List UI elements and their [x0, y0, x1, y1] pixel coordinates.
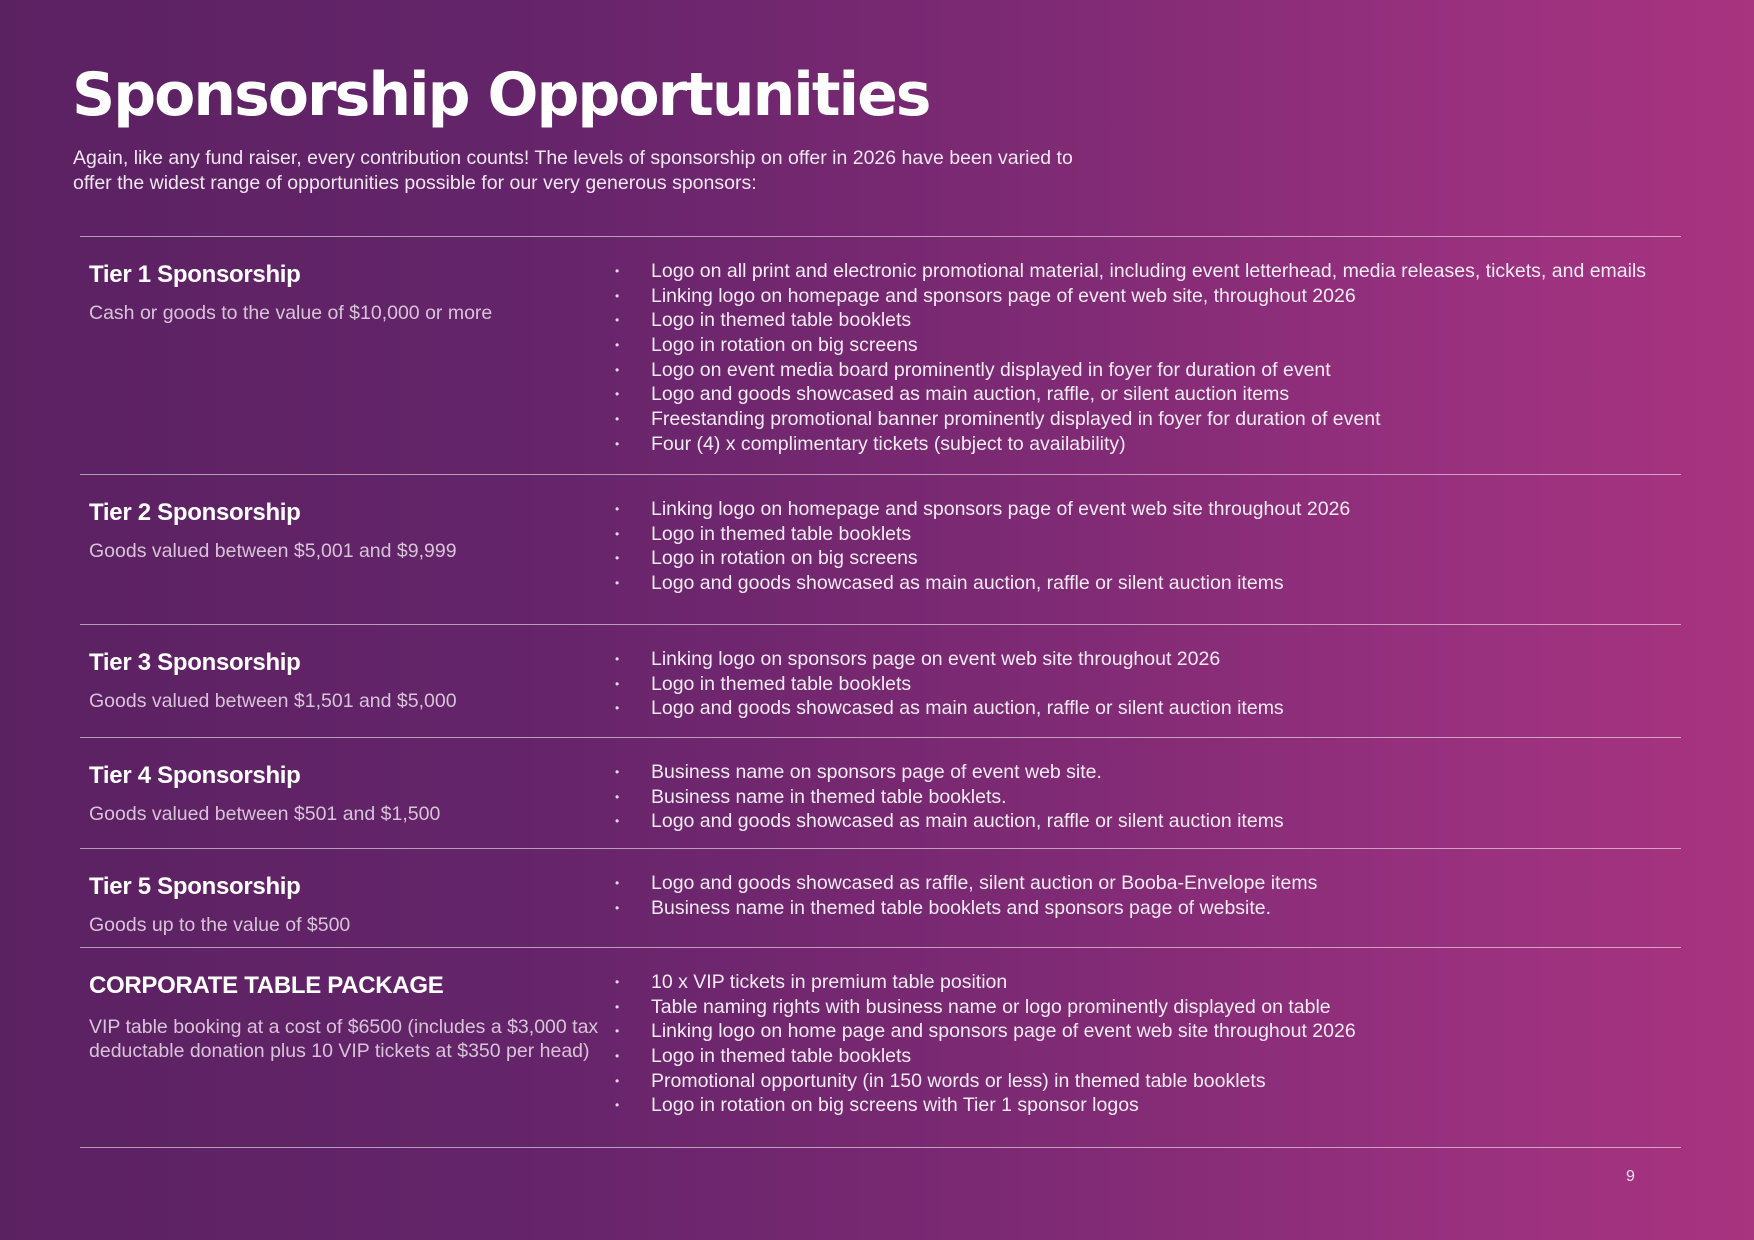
benefit-text: Logo in rotation on big screens — [651, 547, 918, 570]
tier-description: Goods valued between $501 and $1,500 — [89, 803, 441, 825]
bullet-icon: • — [615, 288, 620, 303]
tier-description: VIP table booking at a cost of $6500 (includes a $3,000 tax deductable donation plus 10 VIP tickets at $350 per head) — [89, 1016, 599, 1062]
benefit-text: Logo and goods showcased as main auction, raffle or silent auction items — [651, 572, 1284, 595]
bullet-icon: • — [615, 576, 620, 591]
bullet-icon: • — [615, 313, 620, 328]
benefit-item — [615, 571, 1350, 596]
bullet-icon: • — [615, 362, 620, 377]
benefit-item — [615, 696, 1284, 721]
benefit-text: Logo and goods showcased as raffle, silent auction or Booba-Envelope items — [651, 872, 1318, 894]
tier-row — [80, 236, 1681, 475]
benefit-item — [615, 382, 1646, 407]
benefit-item — [615, 333, 1646, 358]
tier-row — [80, 947, 1681, 1148]
benefit-text: Logo in rotation on big screens — [651, 334, 918, 357]
tier-benefits-list — [615, 497, 1350, 596]
benefit-item — [615, 259, 1646, 284]
tier-row — [80, 848, 1681, 948]
benefit-text: Logo in themed table booklets — [651, 672, 912, 695]
benefit-item — [615, 1093, 1356, 1118]
benefit-text: Table naming rights with business name or logo prominently displayed on table — [651, 995, 1331, 1018]
bullet-icon: • — [615, 502, 620, 516]
tier-name: Tier 3 Sponsorship — [89, 649, 301, 676]
intro-paragraph: Again, like any fund raiser, every contribution counts! The levels of sponsorship on offer in 2026 have been varied to offer the widest range of opportunities possible for our very generous sponsors: — [73, 147, 1073, 194]
bullet-icon: • — [615, 551, 620, 566]
benefit-text: Logo on event media board prominently displayed in foyer for duration of event — [651, 358, 1331, 381]
bullet-icon: • — [615, 676, 620, 691]
benefit-item — [615, 871, 1317, 896]
benefit-text: Logo and goods showcased as main auction, raffle, or silent auction items — [651, 383, 1290, 406]
benefit-item — [615, 995, 1356, 1020]
benefit-text: Business name on sponsors page of event web site. — [651, 761, 1102, 783]
tier-benefits-list — [615, 259, 1646, 457]
bullet-icon: • — [615, 387, 620, 402]
tier-row — [80, 474, 1681, 625]
benefit-item — [615, 785, 1284, 810]
benefit-text: Linking logo on sponsors page on event web site throughout 2026 — [651, 648, 1221, 670]
tier-name: Tier 1 Sponsorship — [89, 261, 301, 288]
tier-benefits-list — [615, 647, 1284, 721]
bullet-icon: • — [615, 338, 620, 353]
benefit-text: Logo in themed table booklets — [651, 1045, 912, 1068]
bullet-icon: • — [615, 789, 620, 804]
bullet-icon: • — [615, 652, 620, 666]
bullet-icon: • — [615, 814, 620, 829]
tier-benefits-list — [615, 970, 1356, 1118]
benefit-text: Freestanding promotional banner prominently displayed in foyer for duration of event — [651, 408, 1381, 431]
page-number: 9 — [1626, 1168, 1635, 1185]
benefit-item — [615, 497, 1350, 522]
benefit-item — [615, 284, 1646, 309]
tier-row — [80, 737, 1681, 849]
bullet-icon: • — [615, 1073, 620, 1088]
bullet-icon: • — [615, 701, 620, 716]
bullet-icon: • — [615, 900, 620, 915]
tier-row — [80, 624, 1681, 738]
benefit-item — [615, 1044, 1356, 1069]
bullet-icon: • — [615, 412, 620, 427]
tier-name: Tier 5 Sponsorship — [89, 873, 301, 900]
tier-name: Tier 2 Sponsorship — [89, 499, 301, 526]
benefit-text: Linking logo on homepage and sponsors page of event web site throughout 2026 — [651, 498, 1351, 520]
benefit-text: Four (4) x complimentary tickets (subject to availability) — [651, 432, 1126, 455]
tier-benefits-list — [615, 871, 1317, 920]
bullet-icon: • — [615, 1098, 620, 1113]
benefit-item — [615, 407, 1646, 432]
tier-name: Tier 4 Sponsorship — [89, 762, 301, 789]
tier-name: CORPORATE TABLE PACKAGE — [89, 972, 444, 999]
benefit-text: 10 x VIP tickets in premium table position — [651, 971, 1008, 993]
benefit-item — [615, 432, 1646, 457]
benefit-item — [615, 896, 1317, 921]
benefit-item — [615, 672, 1284, 697]
tier-description: Goods valued between $5,001 and $9,999 — [89, 540, 457, 562]
benefit-item — [615, 358, 1646, 383]
tier-description: Goods valued between $1,501 and $5,000 — [89, 690, 457, 712]
benefit-text: Logo and goods showcased as main auction, raffle or silent auction items — [651, 810, 1284, 833]
benefit-item — [615, 970, 1356, 995]
benefit-item — [615, 809, 1284, 834]
bullet-icon: • — [615, 999, 620, 1014]
bullet-icon: • — [615, 876, 620, 890]
bullet-icon: • — [615, 264, 620, 278]
benefit-item — [615, 522, 1350, 547]
benefit-item — [615, 308, 1646, 333]
benefit-item — [615, 1019, 1356, 1044]
benefit-item — [615, 760, 1284, 785]
benefit-item — [615, 647, 1284, 672]
benefit-text: Logo in rotation on big screens with Tier 1 sponsor logos — [651, 1094, 1139, 1117]
benefit-item — [615, 1069, 1356, 1094]
benefit-text: Logo in themed table booklets — [651, 522, 912, 545]
benefit-text: Linking logo on homepage and sponsors page of event web site, throughout 2026 — [651, 284, 1356, 307]
benefit-text: Promotional opportunity (in 150 words or less) in themed table booklets — [651, 1069, 1266, 1092]
benefit-text: Linking logo on home page and sponsors page of event web site throughout 2026 — [651, 1020, 1356, 1043]
bullet-icon: • — [615, 436, 620, 451]
page-title: Sponsorship Opportunities — [72, 60, 930, 130]
benefit-text: Logo on all print and electronic promotional material, including event letterhead, media releases, tickets, and emails — [651, 260, 1647, 282]
bullet-icon: • — [615, 975, 620, 989]
tier-description: Cash or goods to the value of $10,000 or more — [89, 302, 493, 324]
benefit-text: Business name in themed table booklets and sponsors page of website. — [651, 896, 1272, 919]
benefit-item — [615, 546, 1350, 571]
tier-benefits-list — [615, 760, 1284, 834]
bullet-icon: • — [615, 1024, 620, 1039]
bullet-icon: • — [615, 1049, 620, 1064]
benefit-text: Logo in themed table booklets — [651, 309, 912, 332]
bullet-icon: • — [615, 765, 620, 779]
tier-description: Goods up to the value of $500 — [89, 914, 351, 936]
benefit-text: Business name in themed table booklets. — [651, 785, 1007, 808]
bullet-icon: • — [615, 526, 620, 541]
benefit-text: Logo and goods showcased as main auction, raffle or silent auction items — [651, 697, 1284, 720]
